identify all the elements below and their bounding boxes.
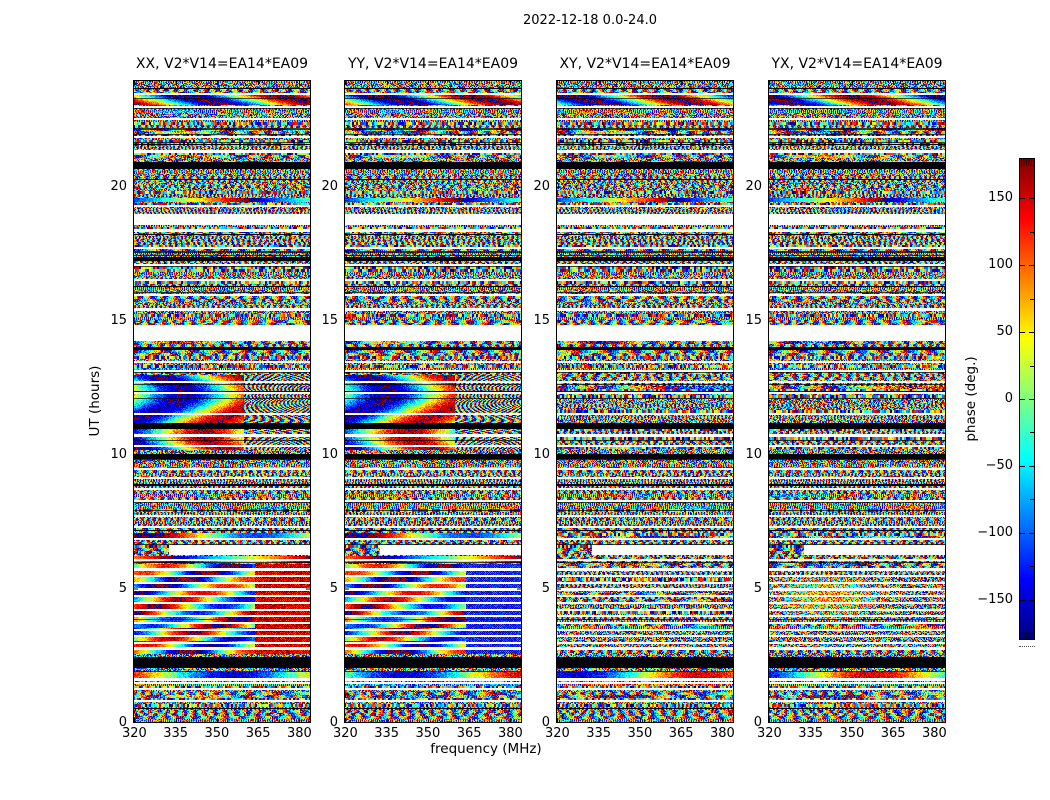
x-axis-label: frequency (MHz): [430, 741, 542, 757]
colorbar-tick-label: −150: [977, 591, 1013, 607]
y-tick-label: 0: [753, 715, 762, 730]
x-tick-label: 350: [839, 726, 865, 741]
colorbar-tick-label: 150: [988, 190, 1013, 206]
colorbar-tick-label: −50: [985, 457, 1013, 473]
y-tick-label: 20: [745, 179, 762, 195]
colorbar-tick-label: 50: [996, 324, 1013, 340]
y-tick-label: 0: [118, 715, 127, 730]
x-tick-label: 365: [880, 726, 906, 741]
x-tick-label: 380: [287, 726, 312, 741]
heatmap-panel-xy: [556, 80, 734, 723]
x-tick-label: 320: [332, 726, 358, 741]
y-tick-label: 5: [541, 581, 550, 597]
x-tick-label: 365: [456, 726, 482, 741]
panel-title-xy: XY, V2*V14=EA14*EA09: [559, 56, 731, 72]
x-tick-label: 335: [374, 726, 400, 741]
colorbar-tick-label: 0: [1004, 391, 1013, 406]
x-tick-label: 365: [245, 726, 271, 741]
x-tick-label: 320: [121, 726, 147, 741]
x-tick-label: 380: [498, 726, 523, 741]
y-axis-label: UT (hours): [87, 365, 103, 437]
y-tick-label: 15: [745, 313, 762, 329]
panel-title-yx: YX, V2*V14=EA14*EA09: [771, 56, 943, 72]
panel-title-xx: XX, V2*V14=EA14*EA09: [135, 56, 309, 72]
y-tick-label: 15: [321, 313, 338, 329]
y-tick-label: 20: [110, 179, 127, 195]
y-tick-label: 10: [745, 447, 762, 463]
y-tick-label: 5: [329, 581, 338, 597]
heatmap-panel-xx: [133, 80, 311, 723]
x-tick-label: 350: [204, 726, 230, 741]
x-tick-label: 335: [798, 726, 824, 741]
y-tick-label: 5: [753, 581, 762, 597]
heatmap-panel-yy: [344, 80, 522, 723]
x-tick-label: 380: [922, 726, 947, 741]
x-tick-label: 335: [586, 726, 612, 741]
x-tick-label: 365: [668, 726, 694, 741]
x-tick-label: 320: [544, 726, 570, 741]
y-tick-label: 15: [533, 313, 550, 329]
x-tick-label: 320: [756, 726, 782, 741]
colorbar-label: phase (deg.): [963, 356, 979, 442]
y-tick-label: 0: [329, 715, 338, 730]
colorbar-gradient: [1019, 158, 1035, 640]
heatmap-panel-yx: [768, 80, 946, 723]
y-tick-label: 10: [321, 447, 338, 463]
colorbar-end-dashes: [1019, 646, 1035, 647]
panel-title-yy: YY, V2*V14=EA14*EA09: [347, 56, 519, 72]
figure-title: 2022-12-18 0.0-24.0: [523, 13, 657, 28]
x-tick-label: 350: [627, 726, 653, 741]
colorbar-tick-label: 100: [988, 257, 1013, 273]
y-tick-label: 20: [533, 179, 550, 195]
x-tick-label: 335: [163, 726, 189, 741]
y-tick-label: 20: [321, 179, 338, 195]
y-tick-label: 10: [110, 447, 127, 463]
x-tick-label: 350: [415, 726, 441, 741]
y-tick-label: 5: [118, 581, 127, 597]
y-tick-label: 15: [110, 313, 127, 329]
y-tick-label: 10: [533, 447, 550, 463]
x-tick-label: 380: [710, 726, 735, 741]
colorbar-tick-label: −100: [977, 524, 1013, 540]
y-tick-label: 0: [541, 715, 550, 730]
